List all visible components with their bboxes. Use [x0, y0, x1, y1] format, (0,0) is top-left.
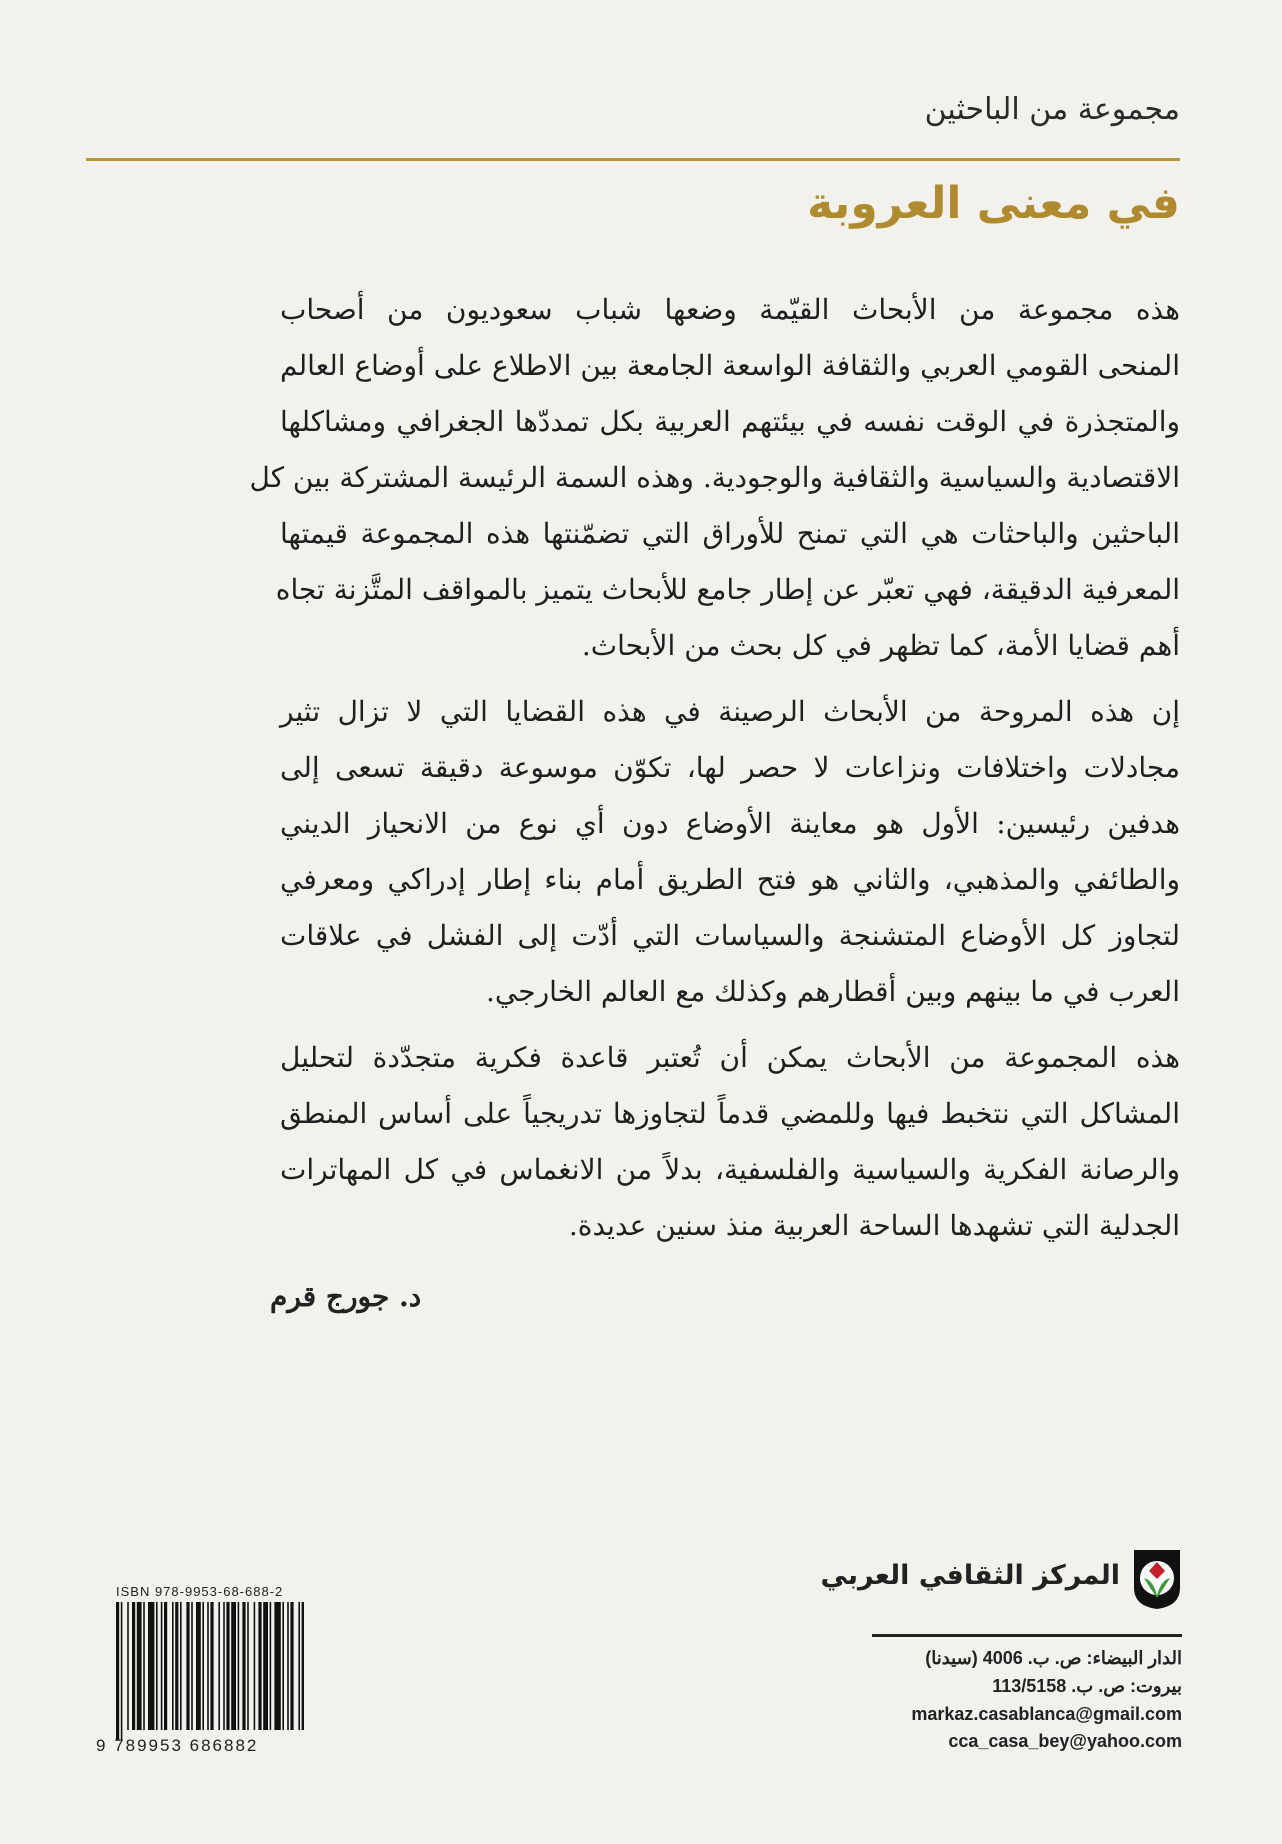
text-line: هذه المجموعة من الأبحاث يمكن أن تُعتبر قاعدة فكرية متجدّدة لتحليل	[280, 1041, 1180, 1074]
barcode-icon	[116, 1602, 304, 1740]
text-line: مجادلات واختلافات ونزاعات لا حصر لها، تكوّن موسوعة دقيقة تسعى إلى	[280, 751, 1181, 784]
email-yahoo: cca_casa_bey@yahoo.com	[948, 1731, 1182, 1751]
text-line: الاقتصادية والسياسية والثقافية والوجودية. وهذه السمة الرئيسة المشتركة بين كل	[249, 461, 1180, 494]
text-line: المشاكل التي نتخبط فيها وللمضي قدماً لتجاوزها تدريجياً على أساس المنطق	[280, 1097, 1180, 1130]
email-gmail: markaz.casablanca@gmail.com	[911, 1704, 1182, 1724]
text-line: لتجاوز كل الأوضاع المتشنجة والسياسات التي أدّت إلى الفشل في علاقات	[280, 919, 1180, 952]
text-line: والرصانة الفكرية والسياسية والفلسفية، بدلاً من الانغماس في كل المهاترات	[280, 1153, 1180, 1186]
address-casablanca: الدار البيضاء: ص. ب. 4006 (سيدنا)	[925, 1648, 1182, 1668]
text-line: العرب في ما بينهم وبين أقطارهم وكذلك مع العالم الخارجي.	[486, 975, 1180, 1008]
text-line: المنحى القومي العربي والثقافة الواسعة الجامعة بين الاطلاع على أوضاع العالم	[280, 349, 1180, 382]
gold-divider	[86, 158, 1180, 161]
text-line: المعرفية الدقيقة، فهي تعبّر عن إطار جامع للأبحاث يتميز بالمواقف المتَّزنة تجاه	[275, 573, 1180, 606]
text-line: هدفين رئيسين: الأول هو معاينة الأوضاع دون أي نوع من الانحياز الديني	[280, 807, 1180, 840]
barcode-digits: 9 789953 686882	[96, 1736, 259, 1755]
text-line: الجدلية التي تشهدها الساحة العربية منذ سنين عديدة.	[568, 1209, 1180, 1242]
text-line: والطائفي والمذهبي، والثاني هو فتح الطريق أمام بناء إطار إدراكي ومعرفي	[280, 863, 1180, 896]
book-title: في معنى العروبة	[807, 178, 1180, 229]
author-line: مجموعة من الباحثين	[924, 92, 1180, 127]
text-line: الباحثين والباحثات هي التي تمنح للأوراق التي تضمّنتها هذه المجموعة قيمتها	[280, 517, 1180, 550]
publisher-name: المركز الثقافي العربي	[820, 1560, 1120, 1591]
text-line: إن هذه المروحة من الأبحاث الرصينة في هذه القضايا التي لا تزال تثير	[280, 695, 1180, 728]
text-line: أهم قضايا الأمة، كما تظهر في كل بحث من الأبحاث.	[581, 629, 1180, 662]
paragraph-1	[249, 282, 1181, 674]
isbn-label: ISBN 978-9953-68-688-2	[116, 1584, 284, 1599]
paragraph-3	[280, 1030, 1180, 1254]
text-line: هذه مجموعة من الأبحاث القيّمة وضعها شباب سعوديون من أصحاب	[280, 293, 1180, 326]
address-beirut: بيروت: ص. ب. 113/5158	[992, 1676, 1182, 1696]
signature: د. جورج قرم	[270, 1280, 422, 1313]
publisher-divider	[872, 1634, 1182, 1637]
text-line: والمتجذرة في الوقت نفسه في بيئتهم العربية بكل تمددّها الجغرافي ومشاكلها	[280, 405, 1181, 438]
publisher-logo-icon	[1132, 1548, 1182, 1610]
paragraph-2	[280, 684, 1180, 1020]
